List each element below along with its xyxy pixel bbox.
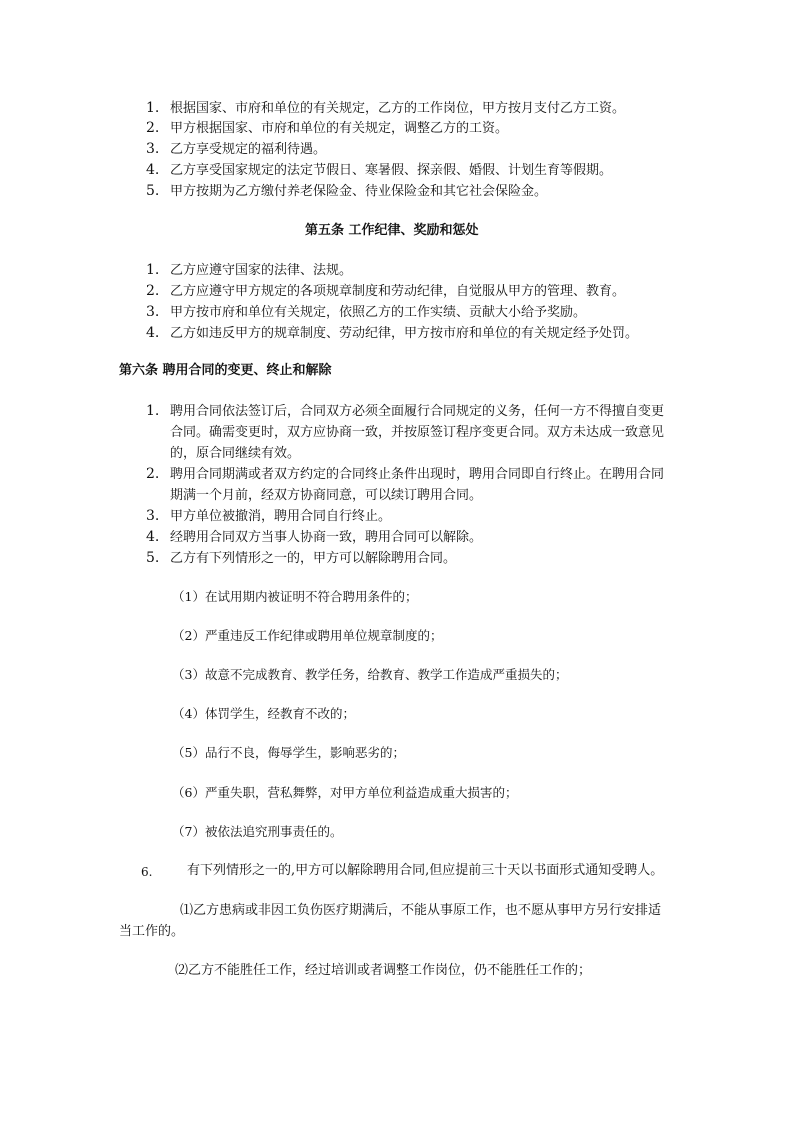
list-item-text: 根据国家、市府和单位的有关规定，乙方的工作岗位，甲方按月支付乙方工资。 (170, 101, 626, 116)
sub-list-item: （2）严重违反工作纪律或聘用单位规章制度的； (172, 628, 443, 643)
list-item-text: 乙方享受国家规定的法定节假日、寒暑假、探亲假、婚假、计划生育等假期。 (170, 163, 613, 178)
paragraph-line: ⑴乙方患病或非因工负伤医疗期满后，不能从事原工作，也不愿从事甲方另行安排适 (180, 903, 662, 918)
list-item-text: 乙方有下列情形之一的，甲方可以解除聘用合同。 (170, 551, 457, 566)
list-item-number: 6. (141, 865, 153, 879)
sub-list-item: （4）体罚学生，经教育不改的； (172, 706, 355, 721)
sub-list-item: （5）品行不良，侮辱学生，影响恶劣的； (172, 745, 405, 760)
article-heading: 第六条 聘用合同的变更、终止和解除 (119, 363, 332, 378)
list-item-text: 有下列情形之一的,甲方可以解除聘用合同,但应提前三十天以书面形式通知受聘人。 (187, 863, 664, 878)
sub-list-item: （6）严重失职，营私舞弊，对甲方单位利益造成重大损害的； (172, 785, 518, 800)
list-item-number: 3. (146, 141, 160, 157)
list-item-number: 4. (146, 325, 160, 341)
list-item-number: 5. (146, 550, 160, 566)
paragraph-line: 当工作的。 (119, 924, 185, 939)
list-item-text: 聘用合同依法签订后，合同双方必须全面履行合同规定的义务，任何一方不得擅自变更 (170, 404, 665, 419)
list-item-text: 聘用合同期满或者双方约定的合同终止条件出现时，聘用合同即自行终止。在聘用合同 (170, 467, 665, 482)
list-item-text: 乙方应遵守甲方规定的各项规章制度和劳动纪律，自觉服从甲方的管理、教育。 (170, 284, 626, 299)
list-item-number: 2. (146, 466, 160, 482)
list-item-text: 期满一个月前，经双方协商同意，可以续订聘用合同。 (170, 488, 483, 503)
list-item-number: 4. (146, 529, 160, 545)
list-item-number: 3. (146, 304, 160, 320)
list-item-text: 经聘用合同双方当事人协商一致，聘用合同可以解除。 (170, 530, 483, 545)
list-item-text: 乙方如违反甲方的规章制度、劳动纪律，甲方按市府和单位的有关规定经予处罚。 (170, 326, 639, 341)
list-item-number: 1. (146, 262, 160, 278)
article-heading: 第五条 工作纪律、奖励和惩处 (305, 223, 479, 238)
list-item-number: 2. (146, 283, 160, 299)
sub-list-item: （3）故意不完成教育、教学任务，给教育、教学工作造成严重损失的； (172, 667, 568, 682)
list-item-text: 甲方按期为乙方缴付养老保险金、待业保险金和其它社会保险金。 (170, 184, 548, 199)
list-item-number: 2. (146, 120, 160, 136)
list-item-text: 的，原合同继续有效。 (170, 446, 301, 461)
list-item-text: 乙方享受规定的福利待遇。 (170, 142, 327, 157)
sub-list-item: （7）被依法追究刑事责任的。 (172, 824, 343, 839)
paragraph-line: ⑵乙方不能胜任工作，经过培训或者调整工作岗位，仍不能胜任工作的； (175, 963, 592, 978)
list-item-number: 1. (146, 100, 160, 116)
list-item-text: 甲方按市府和单位有关规定，依照乙方的工作实绩、贡献大小给予奖励。 (170, 305, 587, 320)
list-item-text: 合同。确需变更时，双方应协商一致，并按原签订程序变更合同。双方未达成一致意见 (170, 425, 665, 440)
list-item-text: 甲方根据国家、市府和单位的有关规定，调整乙方的工资。 (170, 121, 509, 136)
list-item-number: 1. (146, 403, 160, 419)
list-item-text: 乙方应遵守国家的法律、法规。 (170, 263, 353, 278)
list-item-number: 4. (146, 162, 160, 178)
list-item-number: 3. (146, 508, 160, 524)
sub-list-item: （1）在试用期内被证明不符合聘用条件的； (172, 589, 418, 604)
list-item-text: 甲方单位被撤消，聘用合同自行终止。 (170, 509, 392, 524)
list-item-number: 5. (146, 183, 160, 199)
